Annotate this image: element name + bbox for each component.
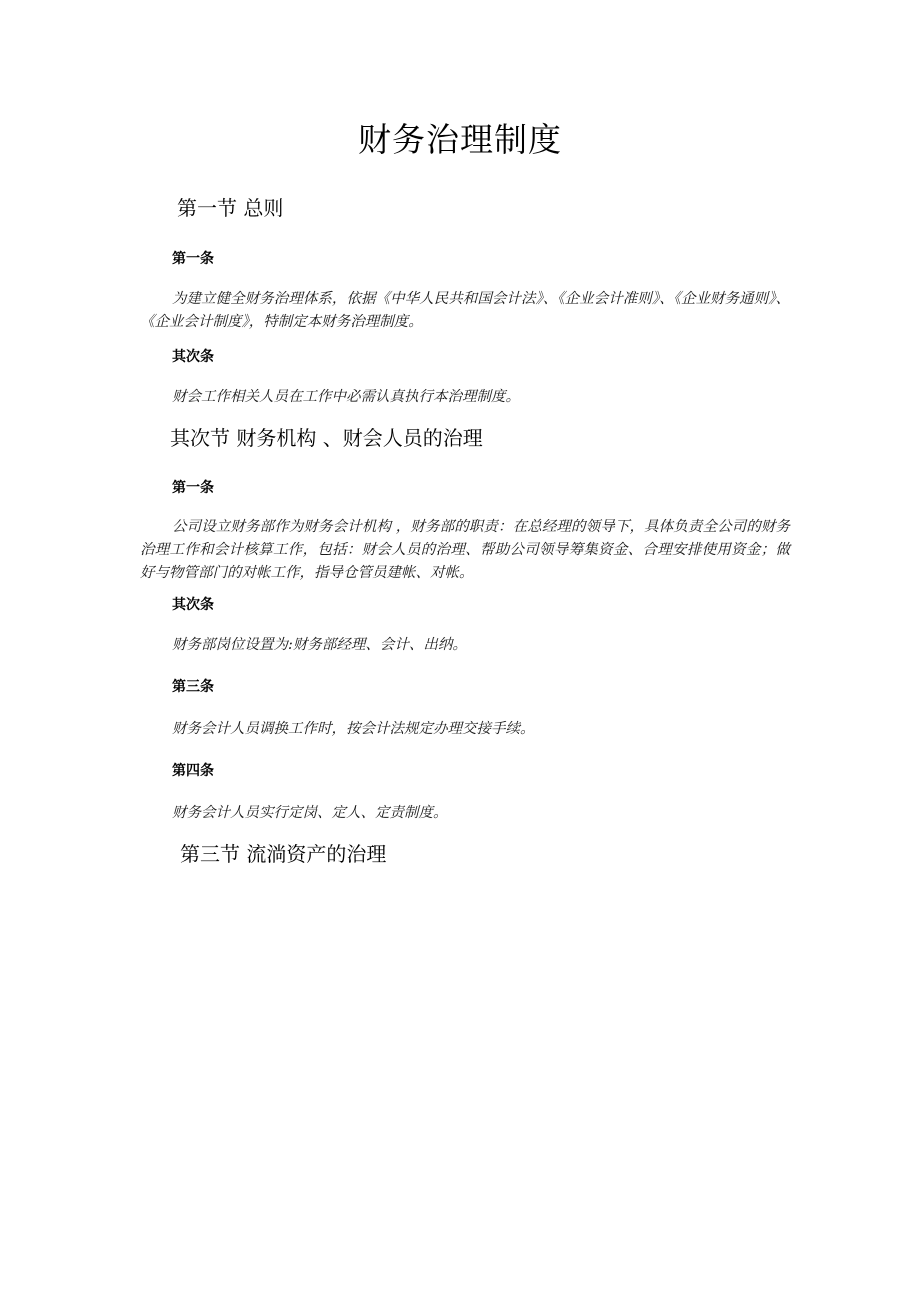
article-label: 第四条 bbox=[172, 763, 214, 779]
article-text: 公司设立财务部作为财务会计机构 ，财务部的职责：在总经理的领导下，具体负责全公司的财务治理工作和会计核算工作，包括：财会人员的治理、帮助公司领导筹集资金、合理安排使用资金；做好与物管部门的对帐工作，指导仓管员建帐、对帐。 bbox=[140, 519, 790, 581]
article-label: 第一条 bbox=[172, 480, 214, 496]
article-label: 第一条 bbox=[172, 251, 214, 267]
section-heading: 第一节 总则 bbox=[177, 196, 284, 220]
article-text: 财务部岗位设置为:财务部经理、会计、出纳。 bbox=[172, 637, 467, 653]
article-text: 财务会计人员实行定岗、定人、定责制度。 bbox=[172, 805, 448, 821]
article-text: 财会工作相关人员在工作中必需认真执行本治理制度。 bbox=[172, 389, 520, 405]
article-label: 第三条 bbox=[172, 679, 214, 695]
article-text: 为建立健全财务治理体系，依据《中华人民共和国会计法》、《企业会计准则》、《企业财务通则》、《企业会计制度》，特制定本财务治理制度。 bbox=[140, 291, 790, 330]
article-text: 财务会计人员调换工作时，按会计法规定办理交接手续。 bbox=[172, 721, 535, 737]
section-heading: 其次节 财务机构 、财会人员的治理 bbox=[170, 426, 483, 450]
section-heading: 第三节 流淌资产的治理 bbox=[180, 842, 387, 866]
article-label: 其次条 bbox=[172, 349, 214, 365]
document-title: 财务治理制度 bbox=[358, 120, 562, 159]
article-label: 其次条 bbox=[172, 597, 214, 613]
